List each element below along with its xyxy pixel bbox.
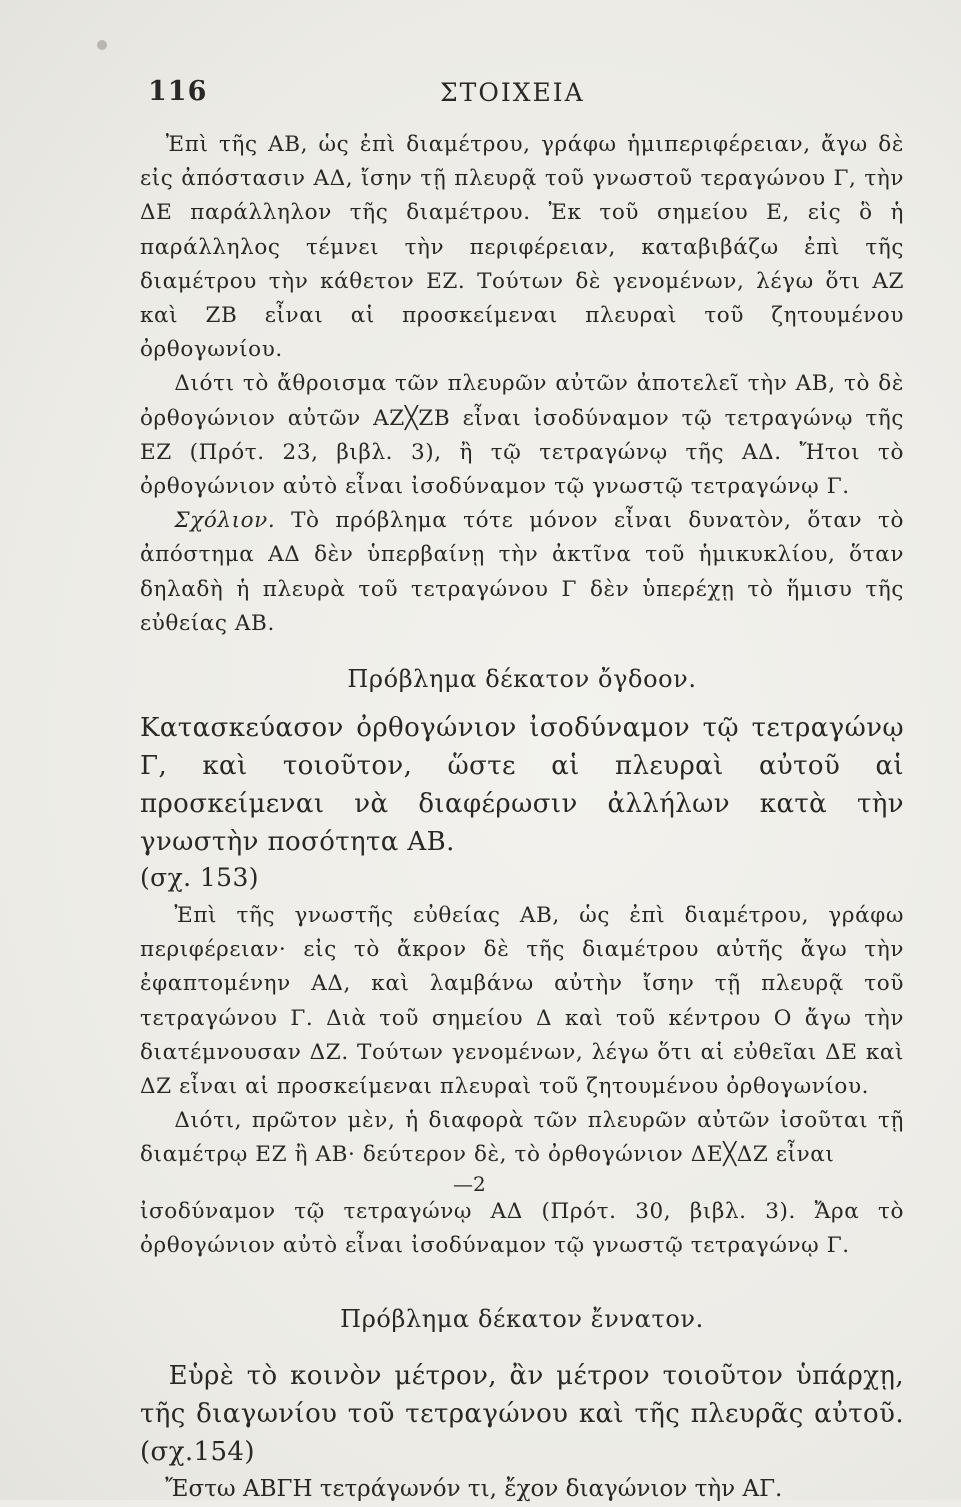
running-head — [140, 76, 900, 116]
problem-18-statement: Κατασκεύασον ὀρθογώνιον ἰσοδύναμον τῷ τετραγώνῳ Γ, καὶ τοιοῦτον, ὥστε αἱ πλευραὶ αὐτοῦ αἱ προσκείμεναι νὰ διαφέρωσιν ἀλλήλων κατὰ τὴν γνωστὴν ποσότητα ΑΒ. — [140, 713, 904, 858]
paragraph-proof: Διότι τὸ ἄθροισμα τῶν πλευρῶν αὐτῶν ἀποτελεῖ τὴν ΑΒ, τὸ δὲ ὀρθογώνιον αὐτῶν ΑΖ╳ΖΒ εἶναι ἰσοδύναμον τῷ τετραγώνῳ τῆς ΕΖ (Πρότ. 23, βιβλ. 3), ἢ τῷ τετραγώνῳ τῆς ΑΔ. Ἤτοι τὸ ὀρθογώνιον αὐτὸ εἶναι ἰσοδύναμον τῷ γνωστῷ τετραγώνῳ Γ. — [140, 371, 904, 500]
paragraph-construction: Ἐπὶ τῆς ΑΒ, ὡς ἐπὶ διαμέτρου, γράφω ἡμιπεριφέρειαν, ἄγω δὲ εἰς ἀπόστασιν ΑΔ, ἴσην τῇ πλευρᾷ τοῦ γνωστοῦ τεραγώνου Γ, τὴν ΔΕ παράλληλον τῆς διαμέτρου. Ἐκ τοῦ σημείου Ε, εἰς ὃ ἡ παράλληλος τέμνει τὴν περιφέρειαν, καταβιβάζω ἐπὶ τῆς διαμέτρου τὴν κάθετον ΕΖ. Τούτων δὲ γενομένων, λέγω ὅτι ΑΖ καὶ ΖΒ εἶναι αἱ προσκείμεναι πλευραὶ τοῦ ζητουμένου ὀρθογωνίου. — [140, 132, 904, 363]
problem-19-statement — [140, 1357, 904, 1471]
paragraph-proof-18-continued: ἰσοδύναμον τῷ τετραγώνῳ ΑΔ (Πρότ. 30, βιβλ. 3). Ἄρα τὸ ὀρθογώνιον αὐτὸ εἶναι ἰσοδύναμον τῷ γνωστῷ τετραγώνῳ Γ. — [140, 1198, 904, 1258]
paragraph-scholium — [140, 504, 904, 641]
problem-18-heading: Πρόβλημα δέκατον ὄγδοον. — [347, 665, 697, 694]
page-body — [140, 128, 904, 1507]
figure-reference-154: (σχ.154) — [140, 1437, 255, 1468]
paragraph-construction-18: Ἐπὶ τῆς γνωστῆς εὐθείας ΑΒ, ὡς ἐπὶ διαμέτρου, γράφω περιφέρειαν· εἰς τὸ ἄκρον δὲ τῆς διαμέτρου αὐτῆς ἄγω τὴν ἐφαπτομένην ΑΔ, καὶ λαμβάνω αὐτὴν ἴσην τῇ πλευρᾷ τοῦ τετραγώνου Γ. Διὰ τοῦ σημείου Δ καὶ τοῦ κέντρου Ο ἄγω τὴν διατέμνουσαν ΔΖ. Τούτων γενομένων, λέγω ὅτι αἱ εὐθεῖαι ΔΕ καὶ ΔΖ εἶναι αἱ προσκείμεναι πλευραὶ τοῦ ζητουμένου ὀρθογωνίου. — [140, 903, 904, 1100]
paragraph-proof-18: Διότι, πρῶτον μὲν, ἡ διαφορὰ τῶν πλευρῶν αὐτῶν ἰσοῦται τῇ διαμέτρῳ ΕΖ ἢ ΑΒ· δεύτερον δὲ, τὸ ὀρθογώνιον ΔΕ╳ΔΖ εἶναι — [140, 1108, 904, 1168]
page-stain — [97, 40, 107, 50]
running-title: ΣΤΟΙΧΕΙΑ — [440, 78, 585, 107]
figure-reference-153: (σχ. 153) — [140, 863, 259, 893]
scholium-text: Τὸ πρόβλημα τότε μόνον εἶναι δυνατὸν, ὅταν τὸ ἀπόστημα ΑΔ δὲν ὑπερβαίνῃ τὴν ἀκτῖνα τοῦ ἡμικυκλίου, ὅταν δηλαδὴ ἡ πλευρὰ τοῦ τετραγώνου Γ δὲν ὑπερέχῃ τὸ ἥμισυ τῆς εὐθείας ΑΒ. — [140, 508, 905, 636]
paragraph-let-square: Ἔστω ΑΒΓΗ τετράγωνόν τι, ἔχον διαγώνιον τὴν ΑΓ. — [165, 1476, 783, 1503]
scholium-label: Σχόλιον. — [174, 508, 276, 534]
square-exponent-mark: —2 — [453, 1171, 486, 1196]
problem-19-statement-text: Εὑρὲ τὸ κοινὸν μέτρον, ἂν μέτρον τοιοῦτον ὑπάρχῃ, τῆς διαγωνίου τοῦ τετραγώνου καὶ τῆς πλευρᾶς αὐτοῦ. — [140, 1361, 904, 1430]
page-number: 116 — [148, 76, 208, 107]
problem-19-heading: Πρόβλημα δέκατον ἔννατον. — [340, 1305, 704, 1334]
